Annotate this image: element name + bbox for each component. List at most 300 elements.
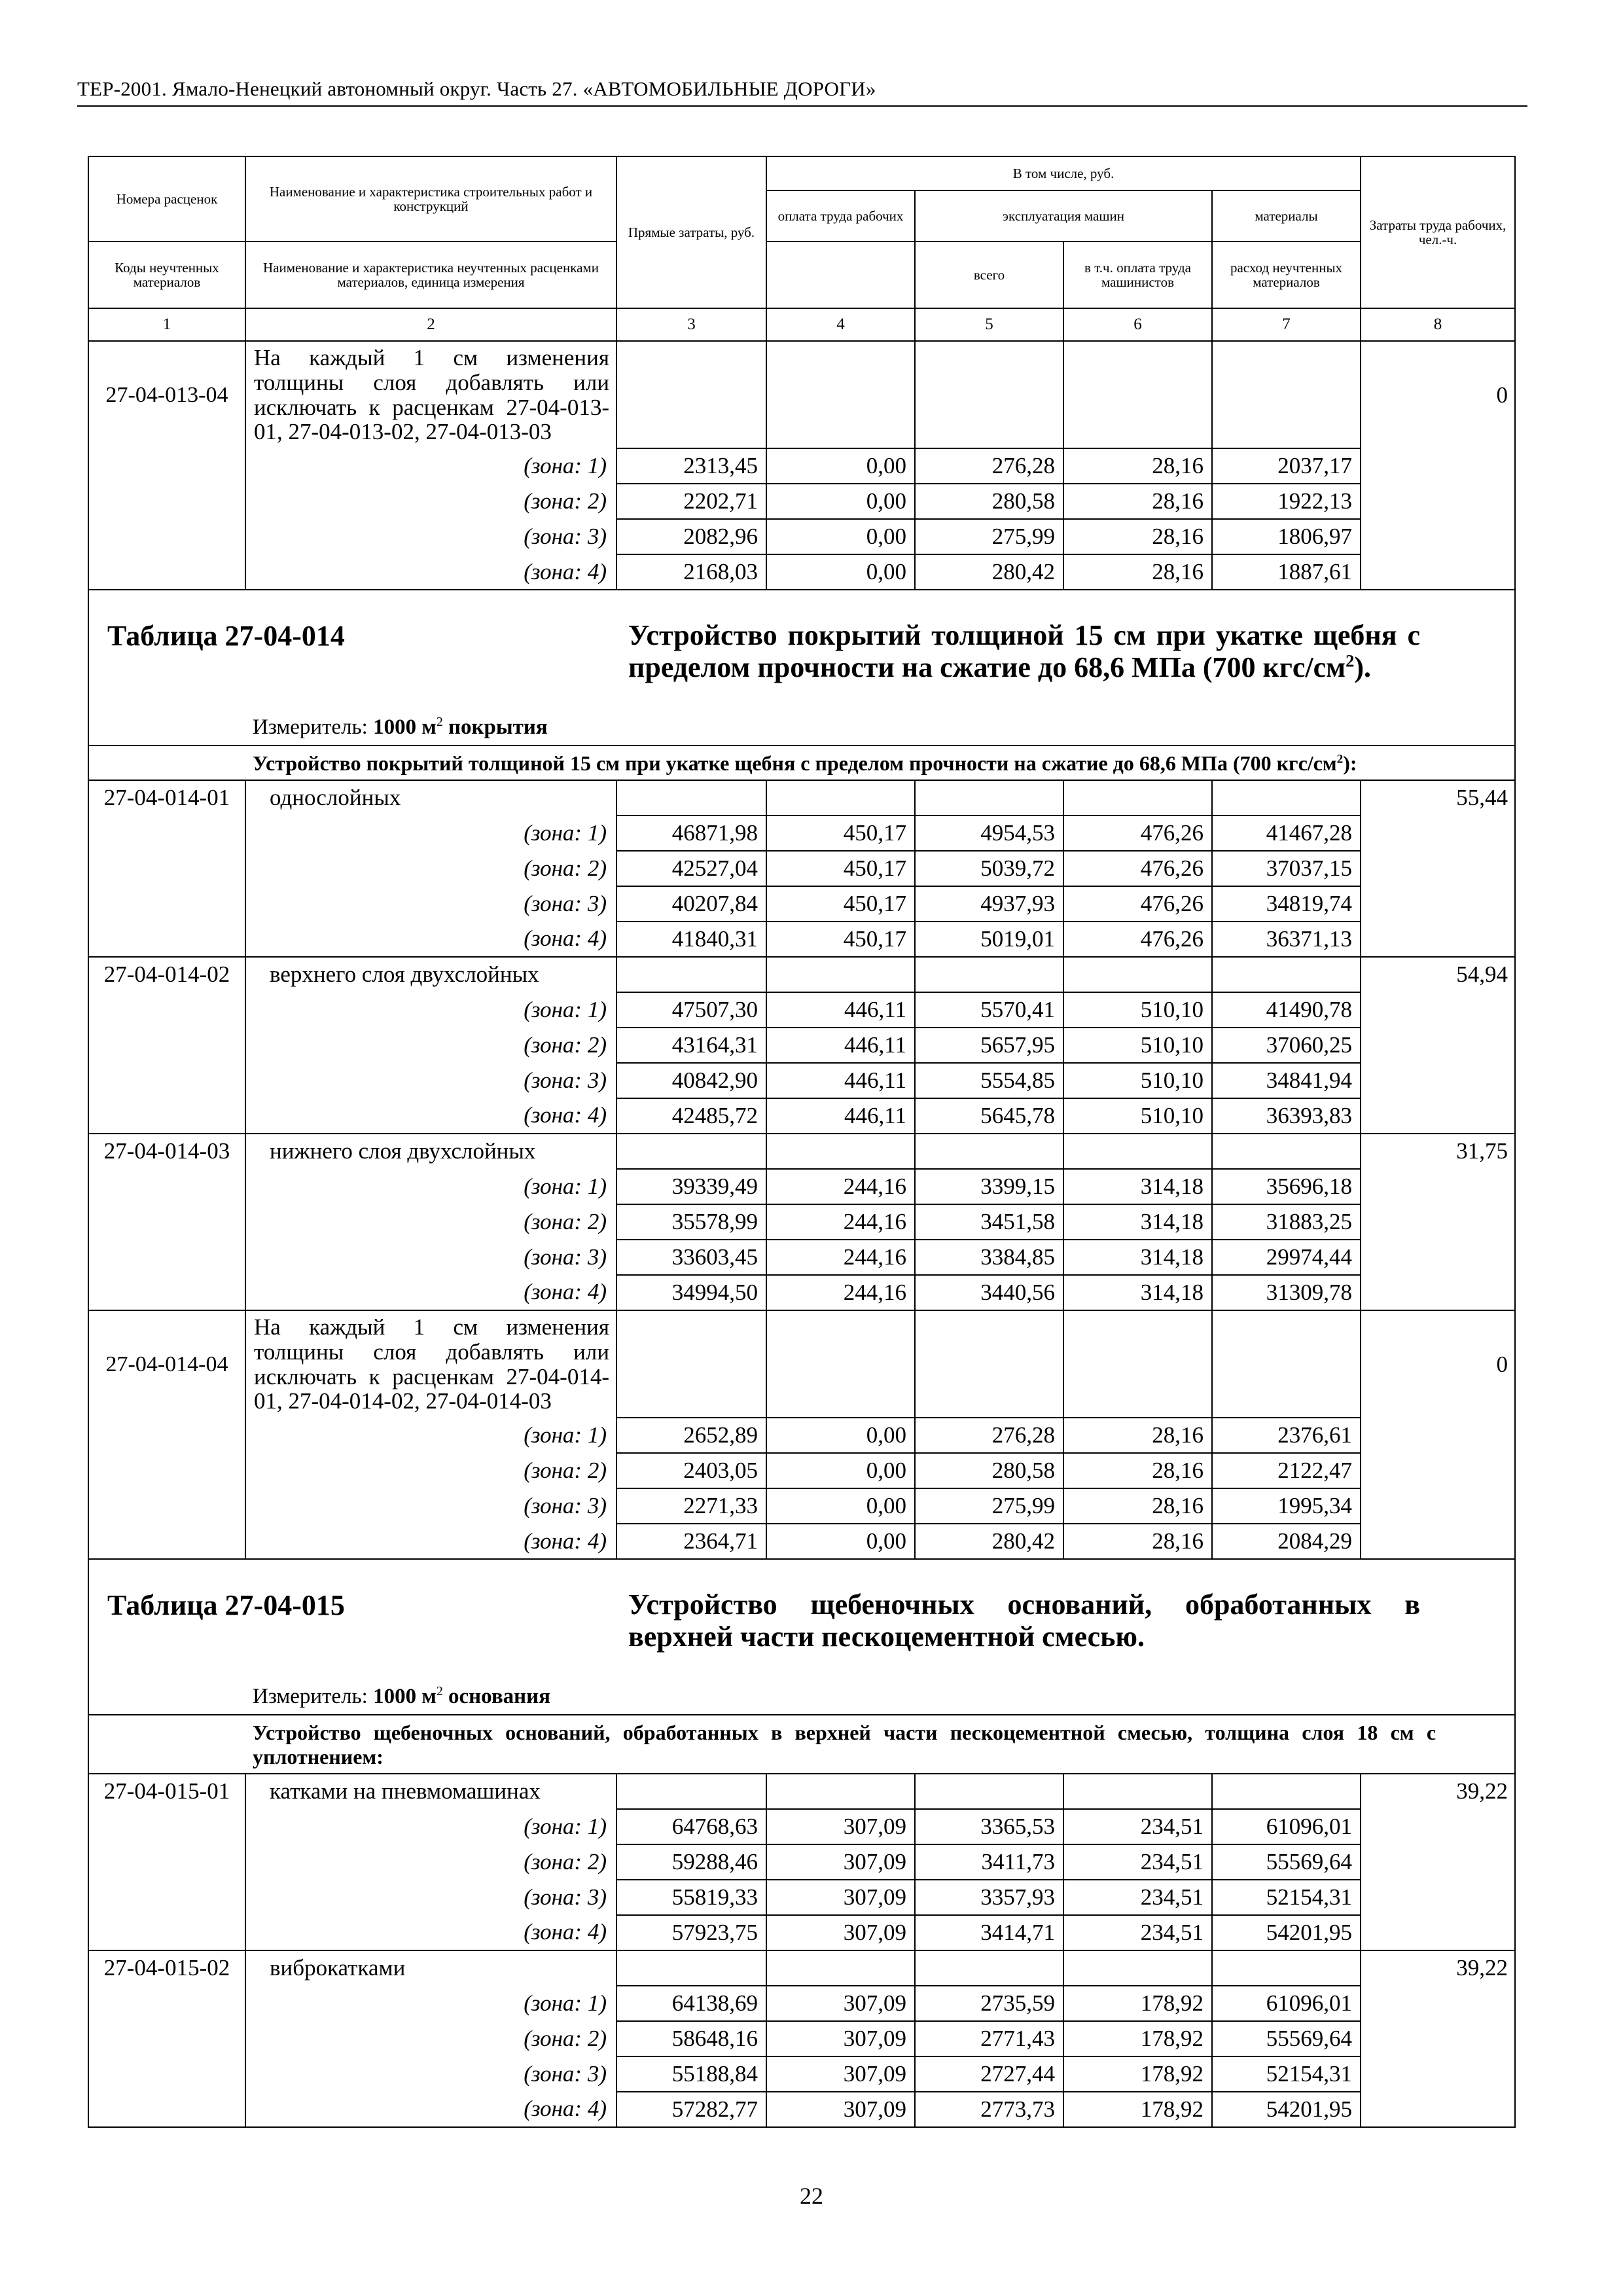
code-cell: [88, 1240, 245, 1275]
labor-cost: 54,94: [1361, 957, 1515, 992]
table-label: Таблица 27-04-015: [107, 1589, 345, 1622]
zone-row: [88, 2092, 1515, 2127]
zone-row: [88, 922, 1515, 957]
zone-label: (зона: 4): [245, 1098, 616, 1134]
value-mach: 275,99: [915, 1488, 1063, 1524]
value-mach-wage: 28,16: [1063, 519, 1212, 554]
value-mat: 34841,94: [1212, 1063, 1361, 1098]
value-direct: 2403,05: [616, 1453, 766, 1488]
page-number: 22: [800, 2183, 823, 2209]
zone-label: (зона: 1): [245, 1986, 616, 2021]
value-direct: 55819,33: [616, 1880, 766, 1915]
value-mat: 36371,13: [1212, 922, 1361, 957]
value-wage: 307,09: [766, 1809, 915, 1844]
value-mach: 2735,59: [915, 1986, 1063, 2021]
value-wage: 0,00: [766, 448, 915, 484]
value-mach-wage: 314,18: [1063, 1169, 1212, 1204]
value-mach-wage: 476,26: [1063, 922, 1212, 957]
empty-cell: [616, 1134, 766, 1169]
zone-row: [88, 886, 1515, 922]
value-mach-wage: 178,92: [1063, 1986, 1212, 2021]
empty-cell: [1212, 1310, 1361, 1418]
running-header: ТЕР-2001. Ямало-Ненецкий автономный округ. Часть 27. «АВТОМОБИЛЬНЫЕ ДОРОГИ»: [77, 77, 876, 100]
value-mach: 5570,41: [915, 992, 1063, 1028]
empty-cell: [616, 1310, 766, 1418]
materials-header: материалы: [1212, 190, 1361, 242]
empty-cell: [1212, 1774, 1361, 1809]
value-direct: 59288,46: [616, 1844, 766, 1880]
section-title: Устройство щебеночных оснований, обработанных в верхней части пескоцементной смесью, толщина слоя 18 см с уплотнением:: [88, 1715, 1515, 1774]
value-mach: 4937,93: [915, 886, 1063, 922]
col-number: 5: [915, 308, 1063, 341]
value-mach: 275,99: [915, 519, 1063, 554]
labor-cell: [1361, 886, 1515, 922]
rate-row: [88, 1134, 1515, 1169]
code-cell: [88, 2021, 245, 2056]
empty-cell: [766, 1310, 915, 1418]
value-mach-wage: 476,26: [1063, 816, 1212, 851]
header-row-1: [88, 156, 1515, 190]
value-mach: 276,28: [915, 1418, 1063, 1453]
value-mach-wage: 28,16: [1063, 554, 1212, 590]
col6-header: в т.ч. оплата труда машинистов: [1063, 242, 1212, 308]
rate-code: 27-04-014-02: [88, 957, 245, 992]
col4-header: оплата труда рабочих: [766, 190, 915, 242]
value-wage: 244,16: [766, 1169, 915, 1204]
labor-cost: 0: [1361, 1310, 1515, 1418]
table-title-block: [89, 590, 1514, 745]
labor-cell: [1361, 2021, 1515, 2056]
value-mat: 1806,97: [1212, 519, 1361, 554]
value-mach-wage: 234,51: [1063, 1809, 1212, 1844]
value-direct: 43164,31: [616, 1028, 766, 1063]
zone-label: (зона: 2): [245, 1204, 616, 1240]
value-direct: 58648,16: [616, 2021, 766, 2056]
value-mat: 1995,34: [1212, 1488, 1361, 1524]
value-mach: 5019,01: [915, 922, 1063, 957]
value-mach: 3411,73: [915, 1844, 1063, 1880]
value-mach: 280,58: [915, 484, 1063, 519]
zone-row: [88, 1844, 1515, 1880]
labor-cell: [1361, 484, 1515, 519]
value-wage: 307,09: [766, 2021, 915, 2056]
table-title-cell: [88, 1559, 1515, 1715]
value-wage: 450,17: [766, 816, 915, 851]
zone-row: [88, 1418, 1515, 1453]
value-direct: 57923,75: [616, 1915, 766, 1950]
zone-label: (зона: 4): [245, 922, 616, 957]
empty-cell: [616, 1774, 766, 1809]
value-wage: 307,09: [766, 2056, 915, 2092]
value-direct: 2202,71: [616, 484, 766, 519]
code-cell: [88, 2092, 245, 2127]
code-cell: [88, 1524, 245, 1559]
measurement-superscript: 2: [436, 1684, 443, 1699]
zone-row: [88, 1169, 1515, 1204]
value-direct: 42485,72: [616, 1098, 766, 1134]
value-mach: 3357,93: [915, 1880, 1063, 1915]
zone-label: (зона: 4): [245, 554, 616, 590]
zone-row: [88, 851, 1515, 886]
value-mach-wage: 178,92: [1063, 2092, 1212, 2127]
code-cell: [88, 1915, 245, 1950]
value-direct: 40207,84: [616, 886, 766, 922]
rate-name: нижнего слоя двухслойных: [245, 1134, 616, 1169]
value-mach-wage: 314,18: [1063, 1204, 1212, 1240]
value-wage: 0,00: [766, 1453, 915, 1488]
value-direct: 64138,69: [616, 1986, 766, 2021]
measurement-object: основания: [442, 1685, 551, 1709]
value-wage: 244,16: [766, 1204, 915, 1240]
labor-cell: [1361, 2092, 1515, 2127]
machines-header: эксплуатация машин: [915, 190, 1212, 242]
value-mat: 36393,83: [1212, 1098, 1361, 1134]
code-cell: [88, 1986, 245, 2021]
section-text-end: ):: [1343, 751, 1357, 776]
rate-name: катками на пневмомашинах: [245, 1774, 616, 1809]
value-mat: 37060,25: [1212, 1028, 1361, 1063]
value-mat: 2122,47: [1212, 1453, 1361, 1488]
value-mat: 61096,01: [1212, 1986, 1361, 2021]
value-mach: 3384,85: [915, 1240, 1063, 1275]
zone-label: (зона: 1): [245, 1809, 616, 1844]
col8-header: Затраты труда рабочих, чел.-ч.: [1361, 156, 1515, 308]
labor-cell: [1361, 851, 1515, 886]
empty-cell: [915, 341, 1063, 448]
empty-cell: [1063, 1134, 1212, 1169]
rates-table: [88, 156, 1516, 2128]
value-direct: 40842,90: [616, 1063, 766, 1098]
code-cell: [88, 554, 245, 590]
zone-row: [88, 1028, 1515, 1063]
empty-cell: [915, 1950, 1063, 1986]
zone-row: [88, 1453, 1515, 1488]
rate-code: 27-04-015-02: [88, 1950, 245, 1986]
measurement-value: 1000 м: [373, 1685, 437, 1709]
empty-cell: [1063, 341, 1212, 448]
labor-cell: [1361, 554, 1515, 590]
code-cell: [88, 1275, 245, 1310]
value-mat: 41490,78: [1212, 992, 1361, 1028]
zone-label: (зона: 3): [245, 1240, 616, 1275]
value-mach: 3414,71: [915, 1915, 1063, 1950]
table-title: [628, 1588, 1420, 1653]
code-cell: [88, 1169, 245, 1204]
zone-row: [88, 2056, 1515, 2092]
zone-row: [88, 992, 1515, 1028]
value-mach: 280,42: [915, 1524, 1063, 1559]
value-mat: 2376,61: [1212, 1418, 1361, 1453]
zone-label: (зона: 2): [245, 2021, 616, 2056]
zone-label: (зона: 3): [245, 886, 616, 922]
title-superscript: 2: [1346, 651, 1355, 671]
code-cell: [88, 484, 245, 519]
empty-cell: [766, 1950, 915, 1986]
labor-cell: [1361, 1809, 1515, 1844]
zone-label: (зона: 2): [245, 1453, 616, 1488]
value-mach: 5554,85: [915, 1063, 1063, 1098]
code-cell: [88, 1453, 245, 1488]
table-title-row: [88, 590, 1515, 745]
rate-row: [88, 1774, 1515, 1809]
empty-cell: [1063, 780, 1212, 816]
labor-cell: [1361, 1240, 1515, 1275]
table-title-row: [88, 1559, 1515, 1715]
value-mat: 34819,74: [1212, 886, 1361, 922]
col-number: 3: [616, 308, 766, 341]
value-mat: 55569,64: [1212, 1844, 1361, 1880]
measurement-unit: [253, 1685, 550, 1709]
value-wage: 446,11: [766, 992, 915, 1028]
empty-cell: [1212, 957, 1361, 992]
value-wage: 0,00: [766, 554, 915, 590]
rate-name: верхнего слоя двухслойных: [245, 957, 616, 992]
col-number: 6: [1063, 308, 1212, 341]
value-direct: 55188,84: [616, 2056, 766, 2092]
rate-name: виброкатками: [245, 1950, 616, 1986]
code-cell: [88, 1844, 245, 1880]
zone-label: (зона: 1): [245, 1418, 616, 1453]
zone-label: (зона: 3): [245, 1488, 616, 1524]
value-mat: 1922,13: [1212, 484, 1361, 519]
col-number: 1: [88, 308, 245, 341]
value-mach: 3440,56: [915, 1275, 1063, 1310]
table-title-cell: [88, 590, 1515, 745]
col5-header: всего: [915, 242, 1063, 308]
col-number: 7: [1212, 308, 1361, 341]
value-mat: 35696,18: [1212, 1169, 1361, 1204]
table-title-block: [89, 1560, 1514, 1714]
value-wage: 307,09: [766, 2092, 915, 2127]
zone-label: (зона: 2): [245, 1844, 616, 1880]
empty-cell: [766, 1774, 915, 1809]
col1-bottom-header: Коды неучтенных материалов: [88, 242, 245, 308]
empty-cell: [766, 1134, 915, 1169]
rate-description: На каждый 1 см изменения толщины слоя добавлять или исключать к расценкам 27-04-014-01, 27-04-014-02, 27-04-014-03: [245, 1310, 616, 1418]
value-mach-wage: 314,18: [1063, 1240, 1212, 1275]
value-mach-wage: 28,16: [1063, 1418, 1212, 1453]
section-row: [88, 745, 1515, 780]
value-mat: 31883,25: [1212, 1204, 1361, 1240]
value-mat: 61096,01: [1212, 1809, 1361, 1844]
empty-cell: [1063, 1310, 1212, 1418]
measurement-object: покрытия: [442, 715, 548, 740]
zone-label: (зона: 3): [245, 519, 616, 554]
title-text: Устройство покрытий толщиной 15 см при укатке щебня с пределом прочности на сжатие до 68,6 МПа (700 кгс/см: [628, 619, 1420, 684]
value-mach-wage: 28,16: [1063, 448, 1212, 484]
code-cell: [88, 1488, 245, 1524]
rate-row: [88, 780, 1515, 816]
rate-code: 27-04-015-01: [88, 1774, 245, 1809]
value-mach-wage: 234,51: [1063, 1844, 1212, 1880]
col3-header: Прямые затраты, руб.: [616, 156, 766, 308]
value-wage: 450,17: [766, 886, 915, 922]
zone-label: (зона: 4): [245, 1275, 616, 1310]
code-cell: [88, 922, 245, 957]
labor-cell: [1361, 1880, 1515, 1915]
rate-code: 27-04-014-03: [88, 1134, 245, 1169]
col-number: 2: [245, 308, 616, 341]
value-mach-wage: 476,26: [1063, 886, 1212, 922]
zone-row: [88, 1524, 1515, 1559]
code-cell: [88, 851, 245, 886]
value-wage: 450,17: [766, 922, 915, 957]
value-mach: 276,28: [915, 448, 1063, 484]
zone-row: [88, 1986, 1515, 2021]
rate-code: 27-04-014-04: [88, 1310, 245, 1418]
value-mat: 29974,44: [1212, 1240, 1361, 1275]
empty-cell: [616, 1950, 766, 1986]
value-direct: 39339,49: [616, 1169, 766, 1204]
section-row: [88, 1715, 1515, 1774]
code-cell: [88, 1063, 245, 1098]
empty-cell: [915, 780, 1063, 816]
empty-cell: [1063, 1950, 1212, 1986]
rate-code: 27-04-013-04: [88, 341, 245, 448]
empty-cell: [915, 1310, 1063, 1418]
zone-label: (зона: 3): [245, 1063, 616, 1098]
incl-header: В том числе, руб.: [766, 156, 1361, 190]
value-mach-wage: 28,16: [1063, 1453, 1212, 1488]
labor-cell: [1361, 1915, 1515, 1950]
value-mach: 3451,58: [915, 1204, 1063, 1240]
value-mach: 2773,73: [915, 2092, 1063, 2127]
value-wage: 307,09: [766, 1880, 915, 1915]
value-mach-wage: 28,16: [1063, 484, 1212, 519]
empty-cell: [616, 780, 766, 816]
labor-cost: 31,75: [1361, 1134, 1515, 1169]
table-title: [628, 619, 1420, 684]
labor-cell: [1361, 1275, 1515, 1310]
header-rule: [77, 105, 1527, 107]
rate-description: На каждый 1 см изменения толщины слоя добавлять или исключать к расценкам 27-04-013-01, 27-04-013-02, 27-04-013-03: [245, 341, 616, 448]
labor-cost: 39,22: [1361, 1950, 1515, 1986]
rate-row: [88, 957, 1515, 992]
value-mach-wage: 476,26: [1063, 851, 1212, 886]
empty-cell: [766, 341, 915, 448]
code-cell: [88, 992, 245, 1028]
value-mat: 55569,64: [1212, 2021, 1361, 2056]
value-mat: 54201,95: [1212, 2092, 1361, 2127]
value-direct: 2082,96: [616, 519, 766, 554]
code-cell: [88, 2056, 245, 2092]
value-direct: 35578,99: [616, 1204, 766, 1240]
zone-row: [88, 816, 1515, 851]
zone-row: [88, 1275, 1515, 1310]
value-mach-wage: 314,18: [1063, 1275, 1212, 1310]
value-mat: 52154,31: [1212, 2056, 1361, 2092]
value-mach: 4954,53: [915, 816, 1063, 851]
empty-cell: [616, 957, 766, 992]
zone-label: (зона: 1): [245, 448, 616, 484]
empty-cell: [1212, 1134, 1361, 1169]
value-mat: 1887,61: [1212, 554, 1361, 590]
value-mach: 3399,15: [915, 1169, 1063, 1204]
value-direct: 2271,33: [616, 1488, 766, 1524]
code-cell: [88, 1028, 245, 1063]
value-wage: 446,11: [766, 1028, 915, 1063]
column-number-row: [88, 308, 1515, 341]
value-mach: 3365,53: [915, 1809, 1063, 1844]
value-mach-wage: 510,10: [1063, 992, 1212, 1028]
value-direct: 2364,71: [616, 1524, 766, 1559]
value-direct: 34994,50: [616, 1275, 766, 1310]
value-direct: 42527,04: [616, 851, 766, 886]
zone-label: (зона: 2): [245, 484, 616, 519]
zone-row: [88, 1098, 1515, 1134]
value-direct: 57282,77: [616, 2092, 766, 2127]
code-cell: [88, 816, 245, 851]
labor-cost: 0: [1361, 341, 1515, 448]
zone-row: [88, 519, 1515, 554]
value-mat: 2037,17: [1212, 448, 1361, 484]
empty-cell: [616, 341, 766, 448]
value-mat: 41467,28: [1212, 816, 1361, 851]
zone-row: [88, 2021, 1515, 2056]
zone-label: (зона: 2): [245, 1028, 616, 1063]
labor-cell: [1361, 2056, 1515, 2092]
col2-bottom-header: Наименование и характеристика неучтенных расценками материалов, единица измерения: [245, 242, 616, 308]
code-cell: [88, 1418, 245, 1453]
value-wage: 0,00: [766, 1418, 915, 1453]
value-mach-wage: 234,51: [1063, 1880, 1212, 1915]
zone-row: [88, 1915, 1515, 1950]
value-mat: 2084,29: [1212, 1524, 1361, 1559]
zone-row: [88, 1488, 1515, 1524]
zone-label: (зона: 3): [245, 2056, 616, 2092]
empty-cell: [1212, 1950, 1361, 1986]
value-mach: 5039,72: [915, 851, 1063, 886]
value-direct: 2313,45: [616, 448, 766, 484]
rate-row: [88, 1950, 1515, 1986]
labor-cell: [1361, 1453, 1515, 1488]
code-cell: [88, 1204, 245, 1240]
section-superscript: 2: [1336, 752, 1344, 766]
empty-cell: [915, 1134, 1063, 1169]
zone-label: (зона: 1): [245, 816, 616, 851]
empty-cell: [915, 957, 1063, 992]
labor-cell: [1361, 1063, 1515, 1098]
zone-label: (зона: 2): [245, 851, 616, 886]
table-label: Таблица 27-04-014: [107, 620, 345, 653]
value-mach-wage: 178,92: [1063, 2056, 1212, 2092]
zone-row: [88, 484, 1515, 519]
empty-cell: [915, 1774, 1063, 1809]
measurement-value: 1000 м: [373, 715, 437, 740]
col7-header: расход неучтенных материалов: [1212, 242, 1361, 308]
labor-cell: [1361, 922, 1515, 957]
value-wage: 307,09: [766, 1986, 915, 2021]
code-cell: [88, 448, 245, 484]
value-mat: 54201,95: [1212, 1915, 1361, 1950]
value-mach: 5645,78: [915, 1098, 1063, 1134]
labor-cell: [1361, 1418, 1515, 1453]
value-mach: 2771,43: [915, 2021, 1063, 2056]
empty-cell: [766, 957, 915, 992]
value-mach: 5657,95: [915, 1028, 1063, 1063]
value-wage: 446,11: [766, 1063, 915, 1098]
zone-label: (зона: 3): [245, 1880, 616, 1915]
labor-cell: [1361, 1524, 1515, 1559]
rate-row: [88, 1310, 1515, 1418]
measurement-prefix: Измеритель:: [253, 1685, 374, 1709]
empty-cell: [1063, 1774, 1212, 1809]
zone-label: (зона: 4): [245, 1524, 616, 1559]
value-mat: 52154,31: [1212, 1880, 1361, 1915]
zone-row: [88, 1204, 1515, 1240]
labor-cell: [1361, 519, 1515, 554]
title-text: Устройство щебеночных оснований, обработанных в верхней части пескоцементной смесью.: [628, 1588, 1420, 1653]
